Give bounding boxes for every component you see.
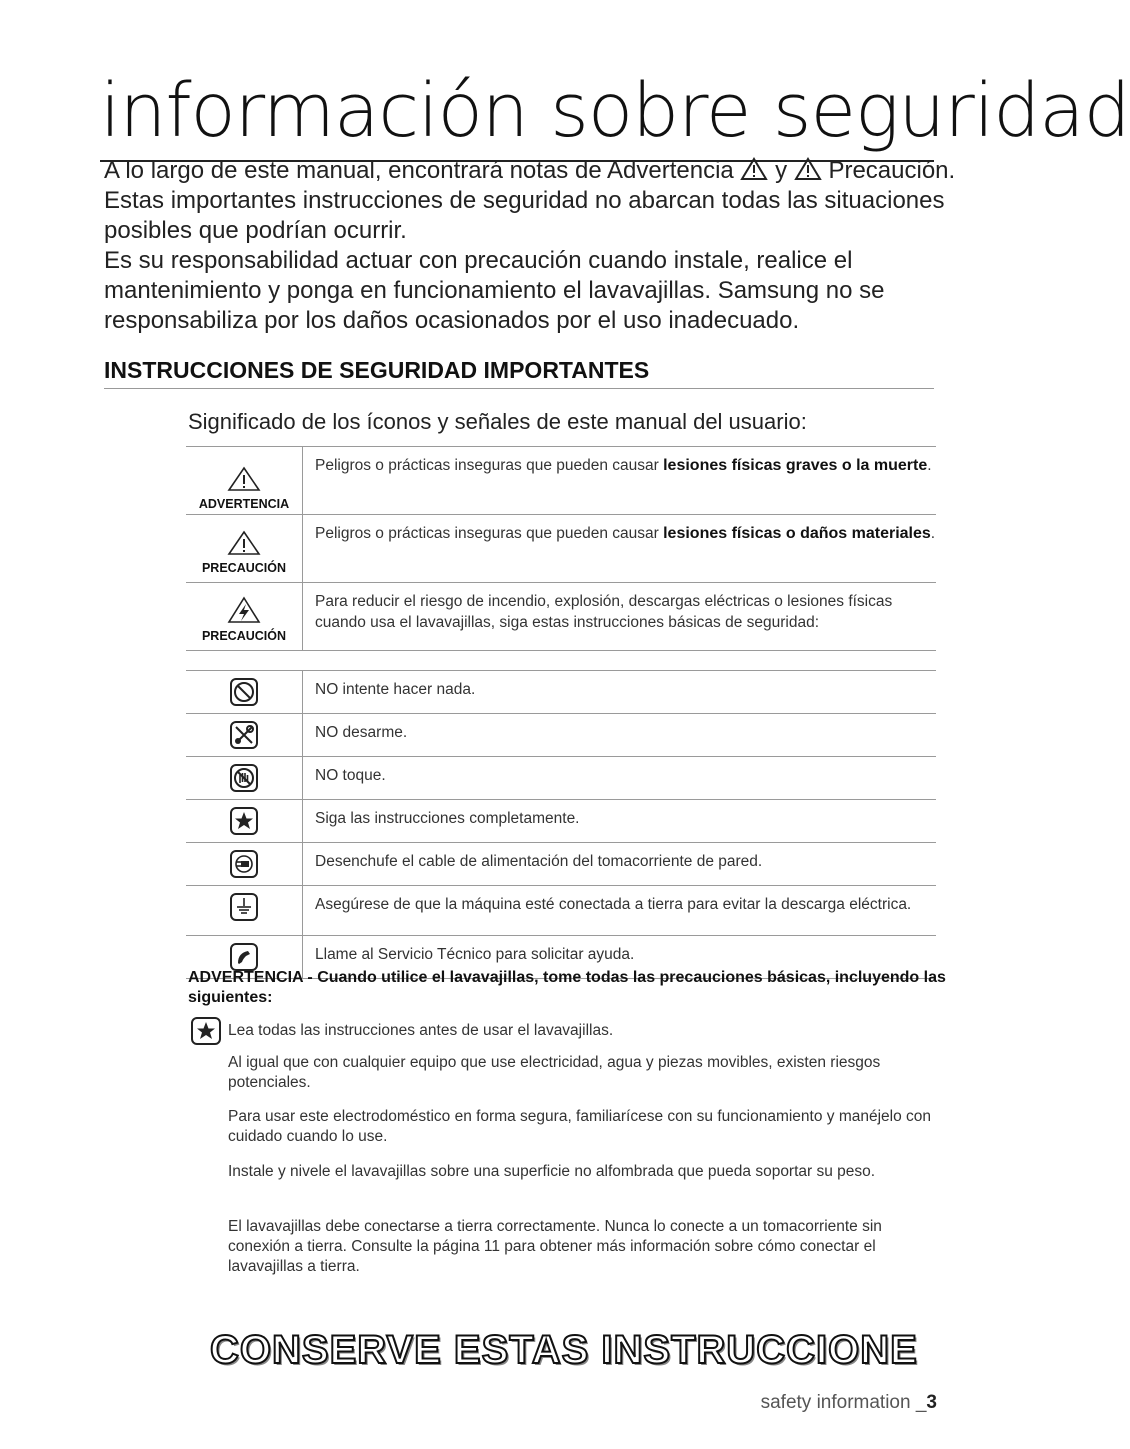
signal-label: ADVERTENCIA xyxy=(198,497,290,511)
symbol-table xyxy=(186,670,936,979)
electric-hazard-triangle-icon xyxy=(227,596,261,624)
signal-label: PRECAUCIÓN xyxy=(201,629,287,643)
signal-description: Peligros o prácticas inseguras que pueden causar lesiones físicas graves o la muerte. xyxy=(303,447,937,515)
signal-row-electric-caution xyxy=(186,583,936,651)
intro-p1-before: A lo largo de este manual, encontrará notas de Advertencia xyxy=(104,157,734,184)
page-number: 3 xyxy=(926,1392,937,1413)
caution-triangle-icon xyxy=(794,157,822,181)
symbol-text: Llame al Servicio Técnico para solicitar ayuda. xyxy=(303,936,937,979)
body-paragraph: Instale y nivele el lavavajillas sobre una superficie no alfombrada que pueda soportar su peso. xyxy=(228,1163,876,1180)
do-not-touch-icon xyxy=(229,763,259,793)
body-paragraph: Para usar este electrodoméstico en forma segura, familiarícese con su funcionamiento y manéjelo con cuidado cuando lo use. xyxy=(228,1108,932,1145)
intro-p2: Es su responsabilidad actuar con precaución cuando instale, realice el mantenimiento y ponga en funcionamiento el lavavajillas. Samsung no se responsabiliza por los daños ocasionados por el uso inadecuado. xyxy=(104,247,885,334)
ground-icon xyxy=(229,892,259,922)
page-footer xyxy=(761,1392,937,1414)
signal-description: Para reducir el riesgo de incendio, explosión, descargas eléctricas o lesiones físicas cuando usa el lavavajillas, siga estas instrucciones básicas de seguridad: xyxy=(303,583,937,651)
symbol-text: NO toque. xyxy=(303,757,937,800)
symbol-row xyxy=(186,886,936,936)
body-paragraph: El lavavajillas debe conectarse a tierra correctamente. Nunca lo conecte a un tomacorriente sin conexión a tierra. Consulte la página 11 para obtener más información sobre cómo conectar el lavavajillas a tierra. xyxy=(228,1218,882,1275)
save-instructions-title: CONSERVE ESTAS INSTRUCCIONE xyxy=(210,1328,918,1372)
symbol-text: Siga las instrucciones completamente. xyxy=(303,800,937,843)
intro-p1-after: Precaución. xyxy=(828,157,956,184)
signal-label: PRECAUCIÓN xyxy=(201,561,287,575)
prohibited-icon xyxy=(229,677,259,707)
symbol-row xyxy=(186,671,936,714)
signal-description: Peligros o prácticas inseguras que pueden causar lesiones físicas o daños materiales. xyxy=(303,515,937,583)
intro-text xyxy=(104,156,964,336)
warning-triangle-icon xyxy=(227,466,261,492)
intro-p1-rest: Estas importantes instrucciones de seguridad no abarcan todas las situaciones posibles que podrían ocurrir. xyxy=(104,187,945,244)
body-paragraph: Lea todas las instrucciones antes de usar el lavavajillas. xyxy=(228,1022,614,1039)
symbol-row xyxy=(186,714,936,757)
signal-row-warning xyxy=(186,447,936,515)
symbol-text: NO intente hacer nada. xyxy=(303,671,937,714)
symbol-text: Asegúrese de que la máquina esté conectada a tierra para evitar la descarga eléctrica. xyxy=(303,886,937,936)
symbol-text: Desenchufe el cable de alimentación del tomacorriente de pared. xyxy=(303,843,937,886)
follow-instructions-icon xyxy=(229,806,259,836)
warning-triangle-icon xyxy=(227,530,261,556)
symbol-text: NO desarme. xyxy=(303,714,937,757)
footer-label: safety information _ xyxy=(760,1392,927,1413)
symbol-row xyxy=(186,800,936,843)
signal-icon-cell xyxy=(186,447,303,515)
signal-icon-cell xyxy=(186,583,303,651)
unplug-icon xyxy=(229,849,259,879)
intro-p1-and: y xyxy=(775,157,788,184)
warning-triangle-icon xyxy=(740,157,768,181)
page-title: información sobre seguridad xyxy=(100,62,934,162)
follow-instructions-icon xyxy=(191,1017,221,1045)
warning-heading: ADVERTENCIA - Cuando utilice el lavavajillas, tome todas las precauciones básicas, incluyendo las siguientes: xyxy=(188,969,946,1006)
section-heading: INSTRUCCIONES DE SEGURIDAD IMPORTANTES xyxy=(104,356,934,389)
signal-icon-cell xyxy=(186,515,303,583)
signal-table xyxy=(186,446,936,651)
legend-subtitle: Significado de los íconos y señales de este manual del usuario: xyxy=(188,409,807,434)
symbol-row xyxy=(186,843,936,886)
body-paragraph: Al igual que con cualquier equipo que use electricidad, agua y piezas movibles, existen riesgos potenciales. xyxy=(228,1054,881,1091)
symbol-row xyxy=(186,757,936,800)
signal-row-caution xyxy=(186,515,936,583)
do-not-disassemble-icon xyxy=(229,720,259,750)
